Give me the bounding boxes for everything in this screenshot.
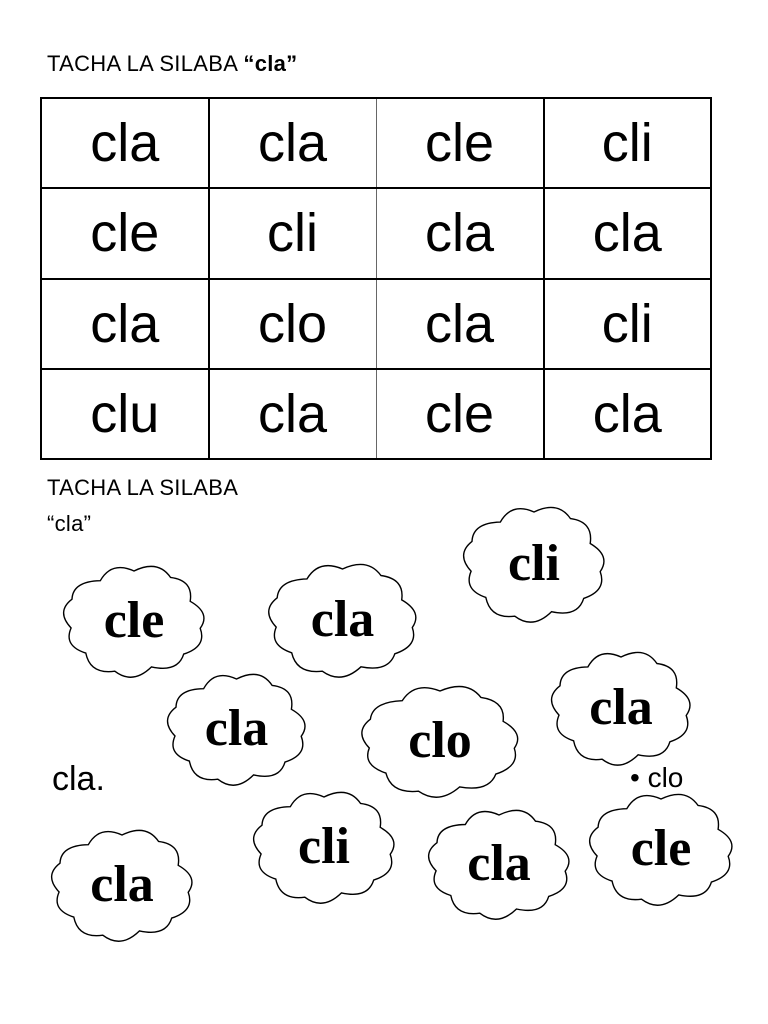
syllable-cloud[interactable] (164, 670, 309, 788)
grid-cell[interactable]: cla (544, 369, 712, 459)
syllable-cloud[interactable] (48, 826, 196, 944)
syllable-cloud[interactable] (250, 788, 398, 906)
cloud-label: cla (204, 700, 269, 757)
grid-cell[interactable]: cla (209, 369, 377, 459)
instruction-heading-1 (47, 53, 297, 75)
grid-row (41, 369, 711, 459)
syllable-cloud[interactable] (358, 682, 522, 800)
syllable-cloud[interactable] (60, 562, 208, 680)
grid-cell[interactable]: cla (544, 188, 712, 278)
syllable-cloud[interactable] (265, 560, 420, 680)
grid-cell[interactable]: cla (376, 279, 544, 369)
background-fragment-right: • clo (630, 762, 684, 793)
cloud-label: clo (408, 712, 472, 769)
grid-cell[interactable]: cla (376, 188, 544, 278)
instruction-prefix: TACHA LA SILABA (47, 51, 244, 76)
grid-cell[interactable]: clu (41, 369, 209, 459)
grid-cell[interactable]: cla (41, 279, 209, 369)
grid-cell[interactable]: cle (376, 369, 544, 459)
background-fragment-left: cla. (52, 760, 105, 798)
grid-cell[interactable]: cli (544, 98, 712, 188)
grid-cell[interactable]: cle (376, 98, 544, 188)
cloud-label: cle (103, 592, 165, 649)
syllable-cloud[interactable] (548, 648, 694, 768)
grid-row (41, 188, 711, 278)
grid-row (41, 98, 711, 188)
syllable-cloud[interactable] (460, 503, 608, 625)
cloud-label: cle (630, 820, 692, 877)
instruction-heading-2-target: “cla” (47, 511, 92, 536)
grid-cell[interactable]: cli (544, 279, 712, 369)
cloud-label: cla (90, 856, 154, 913)
syllable-grid (40, 97, 712, 460)
grid-cell[interactable]: cli (209, 188, 377, 278)
cloud-label: cla (310, 591, 375, 648)
syllable-cloud[interactable] (586, 790, 736, 908)
cloud-label: cla (467, 835, 531, 892)
syllable-cloud[interactable] (425, 806, 573, 922)
grid-cell[interactable]: cle (41, 188, 209, 278)
grid-cell[interactable]: cla (41, 98, 209, 188)
instruction-heading-2: TACHA LA SILABA (47, 475, 239, 500)
cloud-label: cli (508, 535, 560, 592)
grid-cell[interactable]: cla (209, 98, 377, 188)
grid-cell[interactable]: clo (209, 279, 377, 369)
instruction-target: “cla” (243, 51, 298, 76)
cloud-label: cla (589, 679, 653, 736)
cloud-label: cli (298, 818, 350, 875)
grid-row (41, 279, 711, 369)
